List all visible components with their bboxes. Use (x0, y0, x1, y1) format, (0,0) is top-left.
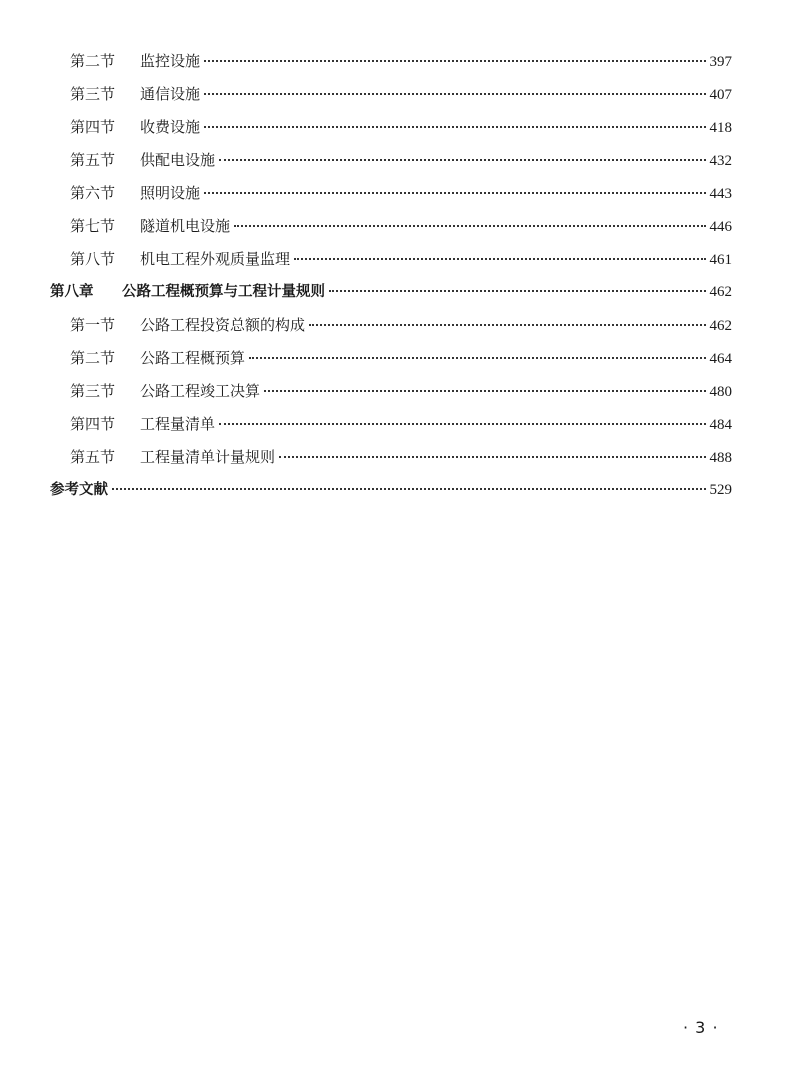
toc-entry-title: 供配电设施 (140, 151, 216, 169)
toc-entry-title: 参考文献 (50, 482, 108, 498)
toc-entry-page: 432 (709, 153, 732, 169)
toc-entry-page: 480 (709, 384, 732, 400)
toc-entry-title: 公路工程投资总额的构成 (140, 316, 306, 334)
dot-leader (219, 422, 705, 425)
toc-entry-title: 隧道机电设施 (140, 217, 231, 235)
toc-entry-page: 397 (709, 54, 732, 70)
toc-entry-page: 443 (709, 186, 732, 202)
toc-entry-number: 第八节 (70, 250, 116, 268)
toc-entry-section-5b (50, 441, 732, 474)
toc-entry-section-4 (50, 111, 732, 144)
toc-entry-number: 第三节 (70, 382, 116, 400)
toc-entry-section-2b (50, 342, 732, 375)
toc-entry-title: 公路工程概预算与工程计量规则 (122, 284, 325, 300)
toc-entry-title: 工程量清单计量规则 (140, 448, 276, 466)
toc-entry-title: 公路工程概预算 (140, 349, 246, 367)
dot-leader (309, 323, 705, 326)
toc-entry-page: 488 (709, 450, 732, 466)
toc-entry-section-5 (50, 144, 732, 177)
table-of-contents (50, 45, 732, 507)
toc-entry-page: 461 (709, 252, 732, 268)
toc-entry-title: 公路工程竣工决算 (140, 382, 261, 400)
toc-entry-section-7 (50, 210, 732, 243)
toc-entry-section-4b (50, 408, 732, 441)
toc-entry-number: 第一节 (70, 316, 116, 334)
dot-leader (264, 389, 705, 392)
dot-leader (219, 158, 705, 161)
dot-leader (294, 257, 705, 260)
toc-entry-page: 484 (709, 417, 732, 433)
toc-entry-section-3 (50, 78, 732, 111)
toc-entry-number: 第五节 (70, 448, 116, 466)
toc-entry-section-2 (50, 45, 732, 78)
dot-leader (249, 356, 705, 359)
toc-entry-page: 529 (709, 482, 732, 498)
toc-entry-page: 462 (709, 318, 732, 334)
dot-leader (279, 455, 705, 458)
toc-entry-number: 第六节 (70, 184, 116, 202)
toc-entry-title: 收费设施 (140, 118, 201, 136)
toc-entry-section-8 (50, 243, 732, 276)
toc-entry-title: 机电工程外观质量监理 (140, 250, 291, 268)
toc-entry-number: 第四节 (70, 415, 116, 433)
toc-entry-references (50, 474, 732, 507)
toc-entry-number: 第八章 (50, 284, 94, 300)
toc-entry-title: 工程量清单 (140, 415, 216, 433)
dot-leader (204, 191, 705, 194)
toc-entry-title: 监控设施 (140, 52, 201, 70)
toc-entry-page: 446 (709, 219, 732, 235)
toc-entry-title: 照明设施 (140, 184, 201, 202)
dot-leader (234, 224, 705, 227)
toc-entry-page: 462 (709, 284, 732, 300)
toc-entry-chapter-8 (50, 276, 732, 309)
dot-leader (204, 125, 705, 128)
toc-entry-number: 第三节 (70, 85, 116, 103)
dot-leader (112, 487, 706, 490)
dot-leader (329, 289, 706, 292)
toc-entry-number: 第二节 (70, 52, 116, 70)
toc-entry-section-3b (50, 375, 732, 408)
toc-entry-number: 第五节 (70, 151, 116, 169)
toc-entry-page: 464 (709, 351, 732, 367)
page-number: · 3 · (683, 1018, 719, 1037)
toc-entry-page: 407 (709, 87, 732, 103)
dot-leader (204, 59, 705, 62)
toc-entry-section-1 (50, 309, 732, 342)
toc-entry-number: 第四节 (70, 118, 116, 136)
toc-entry-title: 通信设施 (140, 85, 201, 103)
toc-entry-section-6 (50, 177, 732, 210)
dot-leader (204, 92, 705, 95)
toc-entry-number: 第二节 (70, 349, 116, 367)
toc-entry-page: 418 (709, 120, 732, 136)
toc-entry-number: 第七节 (70, 217, 116, 235)
